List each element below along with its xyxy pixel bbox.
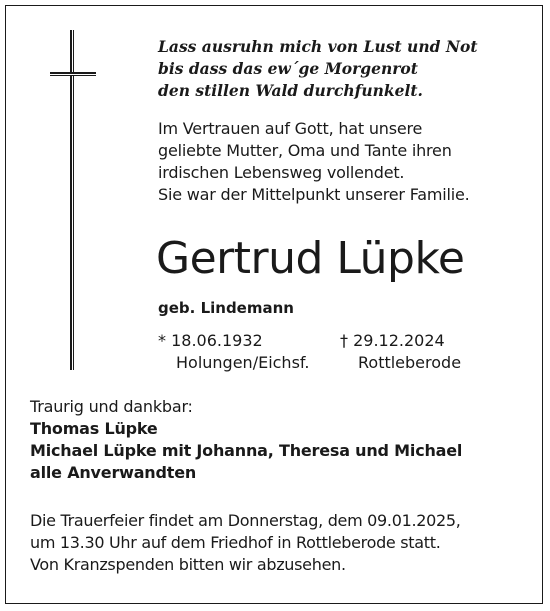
intro-text xyxy=(158,118,470,206)
mourner-name: Michael Lüpke mit Johanna, Theresa und Michael xyxy=(30,441,463,460)
birth-place: Holungen/Eichsf. xyxy=(176,353,310,372)
life-dates xyxy=(158,330,488,374)
deceased-name: Gertrud Lüpke xyxy=(156,233,465,284)
mourners-intro: Traurig und dankbar: xyxy=(30,397,193,416)
death-info xyxy=(340,330,461,374)
birth-symbol: * xyxy=(158,331,166,350)
poem-line: bis dass das ew´ge Morgenrot xyxy=(158,59,418,78)
cross-horizontal-bar xyxy=(50,72,96,76)
poem-verse xyxy=(158,36,478,102)
death-symbol: † xyxy=(340,331,348,350)
intro-line: irdischen Lebensweg vollendet. xyxy=(158,163,405,182)
intro-line: geliebte Mutter, Oma und Tante ihren xyxy=(158,141,452,160)
mourner-name: alle Anverwandten xyxy=(30,463,197,482)
death-date: 29.12.2024 xyxy=(353,331,445,350)
mourners-section xyxy=(30,396,462,484)
service-line: Von Kranzspenden bitten wir abzusehen. xyxy=(30,555,346,574)
birth-info xyxy=(158,330,309,374)
intro-line: Im Vertrauen auf Gott, hat unsere xyxy=(158,119,423,138)
poem-line: den stillen Wald durchfunkelt. xyxy=(158,81,423,100)
birth-date: 18.06.1932 xyxy=(171,331,263,350)
intro-line: Sie war der Mittelpunkt unserer Familie. xyxy=(158,185,470,204)
service-line: um 13.30 Uhr auf dem Friedhof in Rottleberode statt. xyxy=(30,533,441,552)
mourner-name: Thomas Lüpke xyxy=(30,419,158,438)
poem-line: Lass ausruhn mich von Lust und Not xyxy=(158,37,478,56)
cross-vertical-bar xyxy=(70,30,74,370)
service-info xyxy=(30,510,461,576)
service-line: Die Trauerfeier findet am Donnerstag, dem 09.01.2025, xyxy=(30,511,461,530)
maiden-name: geb. Lindemann xyxy=(158,299,294,317)
death-place: Rottleberode xyxy=(358,353,462,372)
cross-icon xyxy=(50,30,130,370)
